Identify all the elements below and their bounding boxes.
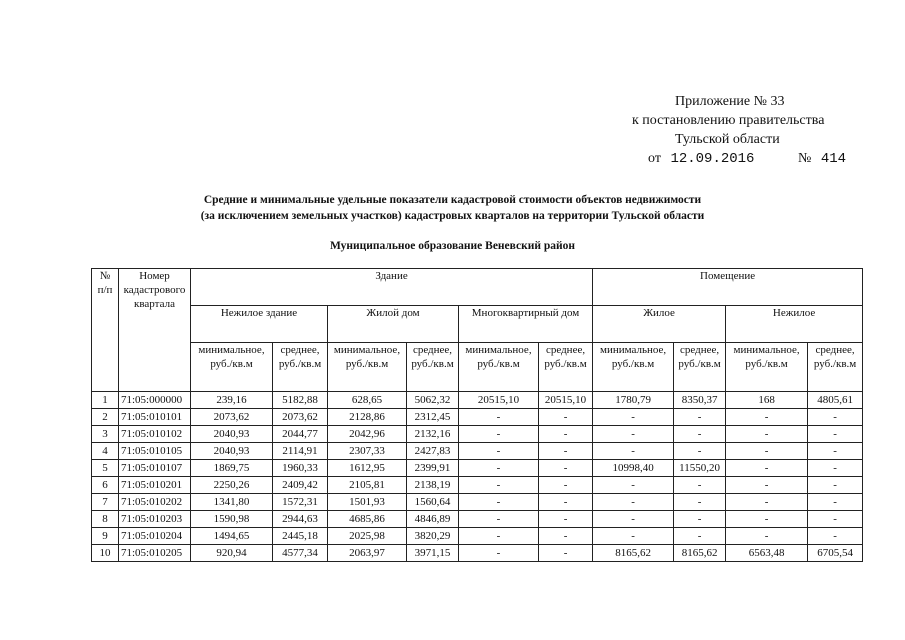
cell-value: - [459,511,539,528]
cell-value: 2044,77 [273,426,328,443]
cell-value: - [726,443,808,460]
cell-value: 8165,62 [674,545,726,562]
header-avg: среднее, руб./кв.м [273,343,328,392]
header-min: минимальное, руб./кв.м [593,343,674,392]
cell-value: 1560,64 [407,494,459,511]
cell-value: - [674,511,726,528]
cell-value: - [808,494,863,511]
cell-value: 2025,98 [328,528,407,545]
cell-value: - [726,460,808,477]
table-row [92,460,863,477]
cell-value: 1494,65 [191,528,273,545]
header-residential: Жилое [593,306,726,343]
header-num: № п/п [92,269,119,392]
cell-num: 5 [92,460,119,477]
cell-quarter: 71:05:010107 [119,460,191,477]
cell-value: 2073,62 [273,409,328,426]
cell-num: 1 [92,392,119,409]
table-row [92,545,863,562]
cell-value: - [593,511,674,528]
cell-value: - [593,528,674,545]
cell-value: 5062,32 [407,392,459,409]
header-min: минимальное, руб./кв.м [191,343,273,392]
table-row [92,443,863,460]
cell-value: - [674,477,726,494]
cell-value: - [726,511,808,528]
cell-value: - [593,494,674,511]
header-apartment-building: Многоквартирный дом [459,306,593,343]
header-avg: среднее, руб./кв.м [539,343,593,392]
cell-value: 2040,93 [191,443,273,460]
cell-value: 1869,75 [191,460,273,477]
cell-value: 4846,89 [407,511,459,528]
cell-num: 6 [92,477,119,494]
cell-value: 168 [726,392,808,409]
cell-value: - [539,409,593,426]
cell-value: - [459,443,539,460]
cell-value: 628,65 [328,392,407,409]
cell-value: - [726,426,808,443]
header-nonresidential: Нежилое [726,306,863,343]
table-row [92,409,863,426]
cell-value: - [593,443,674,460]
number-prefix: № [797,151,812,166]
cell-value: 6563,48 [726,545,808,562]
cell-value: - [459,494,539,511]
table-row [92,477,863,494]
cell-value: 8165,62 [593,545,674,562]
table-row [92,528,863,545]
cell-value: 2063,97 [328,545,407,562]
cell-value: 2944,63 [273,511,328,528]
cell-value: - [808,460,863,477]
cell-value: 4805,61 [808,392,863,409]
cell-value: 1780,79 [593,392,674,409]
table-row [92,392,863,409]
date-prefix: от [648,151,661,166]
cell-value: 20515,10 [459,392,539,409]
cell-value: - [459,528,539,545]
cell-num: 8 [92,511,119,528]
cell-num: 4 [92,443,119,460]
cell-value: - [808,409,863,426]
cell-value: - [674,528,726,545]
table-row [92,426,863,443]
cell-value: 2312,45 [407,409,459,426]
cell-value: 2250,26 [191,477,273,494]
cell-num: 2 [92,409,119,426]
cell-value: 2409,42 [273,477,328,494]
cell-value: 2105,81 [328,477,407,494]
cell-value: 920,94 [191,545,273,562]
cell-num: 10 [92,545,119,562]
cell-value: - [539,494,593,511]
header-premises: Помещение [593,269,863,306]
cell-value: - [459,477,539,494]
header-avg: среднее, руб./кв.м [808,343,863,392]
cell-value: - [539,477,593,494]
cell-value: 1341,80 [191,494,273,511]
cell-quarter: 71:05:000000 [119,392,191,409]
cell-value: - [808,528,863,545]
cell-value: - [459,426,539,443]
resolution-date: 12.09.2016 [670,151,755,167]
cell-value: 8350,37 [674,392,726,409]
cell-value: - [459,409,539,426]
appendix-region: Тульской области [675,132,780,147]
cell-value: - [539,528,593,545]
cell-value: 239,16 [191,392,273,409]
cell-value: - [808,426,863,443]
cell-quarter: 71:05:010203 [119,511,191,528]
header-min: минимальное, руб./кв.м [726,343,808,392]
cell-value: 2307,33 [328,443,407,460]
cell-value: 2073,62 [191,409,273,426]
table-row [92,494,863,511]
cell-value: 1960,33 [273,460,328,477]
cell-quarter: 71:05:010105 [119,443,191,460]
title-line-2: (за исключением земельных участков) кадастровых кварталов на территории Тульской области [200,210,705,222]
cell-value: - [808,443,863,460]
cell-quarter: 71:05:010201 [119,477,191,494]
cell-value: 4577,34 [273,545,328,562]
document-title [0,192,905,224]
cell-value: 2114,91 [273,443,328,460]
cell-value: 2445,18 [273,528,328,545]
header-avg: среднее, руб./кв.м [674,343,726,392]
cell-num: 7 [92,494,119,511]
cell-quarter: 71:05:010204 [119,528,191,545]
header-min: минимальное, руб./кв.м [328,343,407,392]
cell-quarter: 71:05:010102 [119,426,191,443]
cell-value: 2042,96 [328,426,407,443]
header-min: минимальное, руб./кв.м [459,343,539,392]
cell-value: 10998,40 [593,460,674,477]
cell-value: - [674,443,726,460]
cell-quarter: 71:05:010202 [119,494,191,511]
cell-value: 4685,86 [328,511,407,528]
cell-value: 2399,91 [407,460,459,477]
cell-value: - [593,477,674,494]
header-nonresidential-building: Нежилое здание [191,306,328,343]
cell-value: 1572,31 [273,494,328,511]
cell-value: - [674,494,726,511]
resolution-number: 414 [820,151,847,167]
cell-quarter: 71:05:010205 [119,545,191,562]
cell-value: - [539,460,593,477]
cell-num: 9 [92,528,119,545]
header-quarter: Номер кадастрового квартала [119,269,191,392]
appendix-resolution: к постановлению правительства [632,113,825,128]
municipality-title: Муниципальное образование Веневский район [329,240,576,252]
cell-value: - [808,511,863,528]
cell-value: - [593,426,674,443]
cell-quarter: 71:05:010101 [119,409,191,426]
cell-value: 1612,95 [328,460,407,477]
cell-value: 6705,54 [808,545,863,562]
cell-value: - [539,545,593,562]
appendix-number: Приложение № 33 [675,94,785,109]
cell-value: 2427,83 [407,443,459,460]
title-line-1: Средние и минимальные удельные показатели кадастровой стоимости объектов недвижимости [203,194,702,206]
cell-value: 1501,93 [328,494,407,511]
cell-value: 3971,15 [407,545,459,562]
cell-value: 2132,16 [407,426,459,443]
cell-value: 2138,19 [407,477,459,494]
cadastral-values-table [91,268,863,562]
cell-value: - [593,409,674,426]
cell-num: 3 [92,426,119,443]
header-avg: среднее, руб./кв.м [407,343,459,392]
cell-value: - [459,460,539,477]
cell-value: 1590,98 [191,511,273,528]
cell-value: 11550,20 [674,460,726,477]
appendix-block [632,92,880,169]
cell-value: - [459,545,539,562]
cell-value: 3820,29 [407,528,459,545]
cell-value: - [726,409,808,426]
cell-value: 2128,86 [328,409,407,426]
cell-value: - [726,477,808,494]
appendix-date-line [648,149,880,169]
cell-value: - [539,443,593,460]
cell-value: - [674,426,726,443]
cell-value: - [539,426,593,443]
cell-value: 5182,88 [273,392,328,409]
header-building: Здание [191,269,593,306]
cell-value: - [726,528,808,545]
cell-value: - [539,511,593,528]
cell-value: 20515,10 [539,392,593,409]
cell-value: 2040,93 [191,426,273,443]
cell-value: - [726,494,808,511]
table-row [92,511,863,528]
cell-value: - [808,477,863,494]
header-residential-house: Жилой дом [328,306,459,343]
cell-value: - [674,409,726,426]
